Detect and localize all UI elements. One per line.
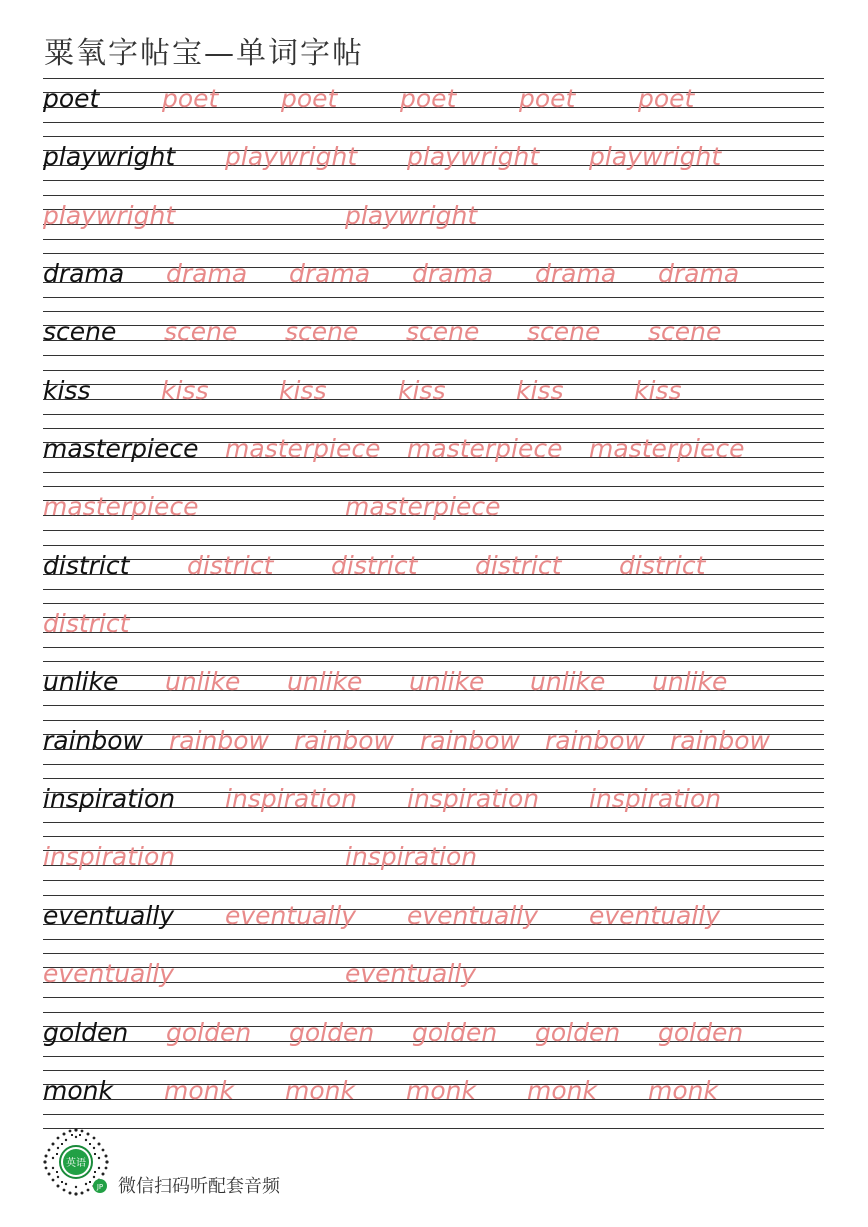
trace-word: playwright bbox=[345, 200, 478, 230]
trace-word: eventually bbox=[225, 900, 357, 930]
trace-word: scene bbox=[164, 317, 238, 347]
row-words bbox=[43, 195, 824, 239]
model-word: district bbox=[43, 550, 130, 580]
trace-word: golden bbox=[535, 1017, 621, 1047]
ruled-line bbox=[43, 1056, 824, 1057]
practice-row bbox=[43, 311, 824, 369]
ruled-line bbox=[43, 764, 824, 765]
trace-word: rainbow bbox=[169, 725, 269, 755]
row-words bbox=[43, 1070, 824, 1114]
model-word: unlike bbox=[43, 667, 119, 697]
trace-word: district bbox=[187, 550, 274, 580]
model-word: monk bbox=[43, 1075, 113, 1105]
ruled-line bbox=[43, 297, 824, 298]
trace-word: poet bbox=[519, 84, 576, 113]
qr-corner-text: JP bbox=[96, 1183, 104, 1191]
trace-word: drama bbox=[658, 259, 740, 289]
model-word: kiss bbox=[43, 375, 91, 405]
practice-row bbox=[43, 486, 824, 544]
row-words bbox=[43, 720, 824, 764]
ruled-line bbox=[43, 355, 824, 356]
page-title: 粟氧字帖宝—单词字帖 bbox=[44, 36, 364, 71]
practice-row bbox=[43, 545, 824, 603]
row-words bbox=[43, 136, 824, 180]
trace-word: drama bbox=[412, 259, 494, 289]
practice-row bbox=[43, 603, 824, 661]
trace-word: golden bbox=[658, 1017, 744, 1047]
row-words bbox=[43, 78, 824, 122]
row-words bbox=[43, 1012, 824, 1056]
model-word: eventually bbox=[43, 900, 175, 930]
model-word: masterpiece bbox=[43, 434, 199, 464]
ruled-line bbox=[43, 122, 824, 123]
trace-word: scene bbox=[527, 317, 601, 347]
trace-word: kiss bbox=[398, 375, 446, 405]
trace-word: playwright bbox=[43, 200, 176, 230]
trace-word: drama bbox=[289, 259, 371, 289]
trace-word: kiss bbox=[161, 375, 209, 405]
trace-word: golden bbox=[412, 1017, 498, 1047]
ruled-line bbox=[43, 939, 824, 940]
trace-word: poet bbox=[162, 84, 219, 113]
row-words bbox=[43, 836, 824, 880]
trace-word: masterpiece bbox=[407, 434, 563, 464]
trace-word: scene bbox=[648, 317, 722, 347]
row-words bbox=[43, 253, 824, 297]
practice-row bbox=[43, 136, 824, 194]
trace-word: masterpiece bbox=[225, 434, 381, 464]
ruled-line bbox=[43, 647, 824, 648]
practice-row bbox=[43, 253, 824, 311]
trace-word: masterpiece bbox=[589, 434, 745, 464]
row-words bbox=[43, 603, 824, 647]
trace-word: monk bbox=[527, 1075, 597, 1105]
practice-row bbox=[43, 1070, 824, 1128]
ruled-line bbox=[43, 1114, 824, 1115]
trace-word: inspiration bbox=[43, 842, 176, 872]
trace-word: playwright bbox=[407, 142, 540, 172]
trace-word: unlike bbox=[409, 667, 485, 697]
row-words bbox=[43, 545, 824, 589]
row-words bbox=[43, 486, 824, 530]
trace-word: unlike bbox=[652, 667, 728, 697]
trace-word: kiss bbox=[279, 375, 327, 405]
practice-row bbox=[43, 836, 824, 894]
trace-word: poet bbox=[400, 84, 457, 113]
model-word: inspiration bbox=[43, 784, 176, 814]
trace-word: rainbow bbox=[294, 725, 394, 755]
trace-word: inspiration bbox=[407, 784, 540, 814]
practice-row bbox=[43, 778, 824, 836]
trace-word: inspiration bbox=[225, 784, 358, 814]
trace-word: masterpiece bbox=[43, 492, 199, 522]
qr-badge-text: 英语 bbox=[66, 1158, 86, 1169]
trace-word: monk bbox=[648, 1075, 718, 1105]
trace-word: drama bbox=[535, 259, 617, 289]
trace-word: monk bbox=[164, 1075, 234, 1105]
practice-row bbox=[43, 953, 824, 1011]
trace-word: district bbox=[475, 550, 562, 580]
ruled-line bbox=[43, 880, 824, 881]
row-words bbox=[43, 895, 824, 939]
trace-word: district bbox=[619, 550, 706, 580]
trace-word: poet bbox=[638, 84, 695, 113]
trace-word: poet bbox=[281, 84, 338, 113]
trace-word: unlike bbox=[287, 667, 363, 697]
trace-word: playwright bbox=[589, 142, 722, 172]
trace-word: eventually bbox=[345, 959, 477, 989]
trace-word: eventually bbox=[589, 900, 721, 930]
scan-caption: 微信扫码听配套音频 bbox=[118, 1176, 280, 1197]
trace-word: eventually bbox=[43, 959, 175, 989]
practice-row bbox=[43, 195, 824, 253]
trace-word: district bbox=[331, 550, 418, 580]
trace-word: unlike bbox=[165, 667, 241, 697]
practice-row bbox=[43, 1012, 824, 1070]
model-word: rainbow bbox=[43, 725, 143, 755]
trace-word: scene bbox=[406, 317, 480, 347]
ruled-line bbox=[43, 180, 824, 181]
row-words bbox=[43, 370, 824, 414]
trace-word: inspiration bbox=[345, 842, 478, 872]
practice-row bbox=[43, 428, 824, 486]
copybook-sheet bbox=[43, 78, 824, 1129]
trace-word: golden bbox=[289, 1017, 375, 1047]
model-word: scene bbox=[43, 317, 117, 347]
practice-row bbox=[43, 78, 824, 136]
trace-word: golden bbox=[166, 1017, 252, 1047]
trace-word: district bbox=[43, 609, 130, 639]
row-words bbox=[43, 311, 824, 355]
trace-word: kiss bbox=[634, 375, 682, 405]
row-words bbox=[43, 953, 824, 997]
model-word: drama bbox=[43, 259, 125, 289]
trace-word: drama bbox=[166, 259, 248, 289]
trace-word: rainbow bbox=[670, 725, 770, 755]
trace-word: scene bbox=[285, 317, 359, 347]
row-words bbox=[43, 661, 824, 705]
trace-word: monk bbox=[285, 1075, 355, 1105]
trace-word: kiss bbox=[516, 375, 564, 405]
trace-word: masterpiece bbox=[345, 492, 501, 522]
trace-word: eventually bbox=[407, 900, 539, 930]
ruled-line bbox=[43, 414, 824, 415]
qr-code-icon[interactable] bbox=[40, 1126, 112, 1198]
model-word: poet bbox=[43, 84, 100, 113]
trace-word: rainbow bbox=[545, 725, 645, 755]
row-words bbox=[43, 778, 824, 822]
footer bbox=[40, 1126, 440, 1198]
trace-word: unlike bbox=[530, 667, 606, 697]
model-word: golden bbox=[43, 1017, 129, 1047]
practice-row bbox=[43, 370, 824, 428]
model-word: playwright bbox=[43, 142, 176, 172]
ruled-line bbox=[43, 705, 824, 706]
ruled-line bbox=[43, 239, 824, 240]
practice-row bbox=[43, 720, 824, 778]
trace-word: inspiration bbox=[589, 784, 722, 814]
trace-word: playwright bbox=[225, 142, 358, 172]
ruled-line bbox=[43, 530, 824, 531]
practice-row bbox=[43, 661, 824, 719]
ruled-line bbox=[43, 822, 824, 823]
trace-word: monk bbox=[406, 1075, 476, 1105]
practice-row bbox=[43, 895, 824, 953]
ruled-line bbox=[43, 472, 824, 473]
trace-word: rainbow bbox=[420, 725, 520, 755]
ruled-line bbox=[43, 589, 824, 590]
row-words bbox=[43, 428, 824, 472]
ruled-line bbox=[43, 997, 824, 998]
